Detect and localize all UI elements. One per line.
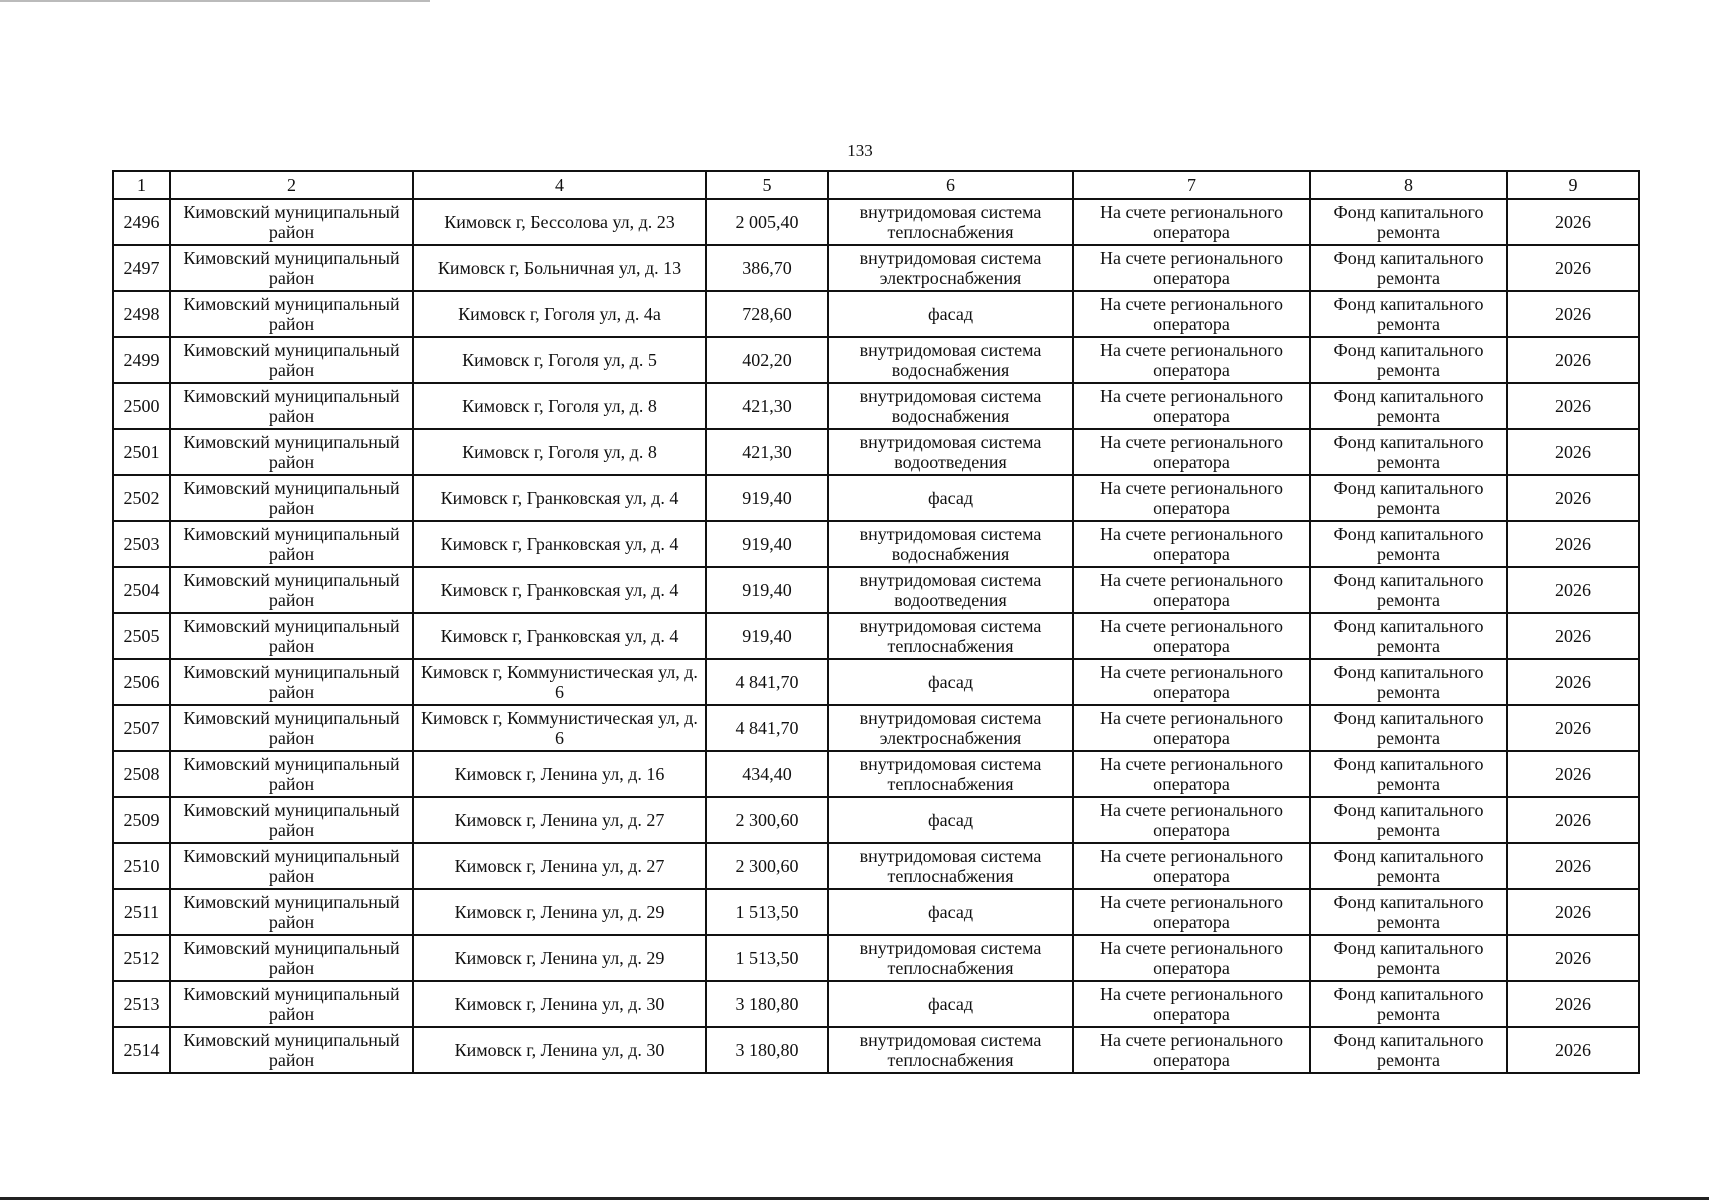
- address-cell: Кимовск г, Гранковская ул, д. 4: [413, 475, 706, 521]
- address-cell: Кимовск г, Гоголя ул, д. 8: [413, 429, 706, 475]
- funding-source-cell: Фонд капитального ремонта: [1310, 475, 1507, 521]
- row-number-cell: 2502: [113, 475, 170, 521]
- row-number-cell: 2503: [113, 521, 170, 567]
- area-cell: 919,40: [706, 521, 828, 567]
- district-cell: Кимовский муниципальный район: [170, 1027, 413, 1073]
- row-number-cell: 2505: [113, 613, 170, 659]
- fund-account-cell: На счете регионального оператора: [1073, 475, 1310, 521]
- area-cell: 434,40: [706, 751, 828, 797]
- address-cell: Кимовск г, Ленина ул, д. 29: [413, 935, 706, 981]
- district-cell: Кимовский муниципальный район: [170, 475, 413, 521]
- header-cell: 5: [706, 171, 828, 199]
- table-row: [113, 1027, 1639, 1073]
- row-number-cell: 2507: [113, 705, 170, 751]
- table-row: [113, 889, 1639, 935]
- funding-source-cell: Фонд капитального ремонта: [1310, 245, 1507, 291]
- address-cell: Кимовск г, Гоголя ул, д. 8: [413, 383, 706, 429]
- year-cell: 2026: [1507, 705, 1639, 751]
- row-number-cell: 2497: [113, 245, 170, 291]
- address-cell: Кимовск г, Коммунистическая ул, д. 6: [413, 659, 706, 705]
- year-cell: 2026: [1507, 751, 1639, 797]
- repair-element-cell: фасад: [828, 475, 1073, 521]
- address-cell: Кимовск г, Бессолова ул, д. 23: [413, 199, 706, 245]
- fund-account-cell: На счете регионального оператора: [1073, 567, 1310, 613]
- year-cell: 2026: [1507, 843, 1639, 889]
- header-cell: 9: [1507, 171, 1639, 199]
- area-cell: 1 513,50: [706, 935, 828, 981]
- fund-account-cell: На счете регионального оператора: [1073, 291, 1310, 337]
- repair-element-cell: внутридомовая система теплоснабжения: [828, 751, 1073, 797]
- area-cell: 3 180,80: [706, 1027, 828, 1073]
- row-number-cell: 2498: [113, 291, 170, 337]
- address-cell: Кимовск г, Ленина ул, д. 16: [413, 751, 706, 797]
- row-number-cell: 2504: [113, 567, 170, 613]
- address-cell: Кимовск г, Гранковская ул, д. 4: [413, 613, 706, 659]
- repair-element-cell: внутридомовая система теплоснабжения: [828, 613, 1073, 659]
- funding-source-cell: Фонд капитального ремонта: [1310, 889, 1507, 935]
- funding-source-cell: Фонд капитального ремонта: [1310, 429, 1507, 475]
- address-cell: Кимовск г, Гоголя ул, д. 4а: [413, 291, 706, 337]
- fund-account-cell: На счете регионального оператора: [1073, 383, 1310, 429]
- row-number-cell: 2500: [113, 383, 170, 429]
- district-cell: Кимовский муниципальный район: [170, 521, 413, 567]
- row-number-cell: 2508: [113, 751, 170, 797]
- address-cell: Кимовск г, Ленина ул, д. 27: [413, 797, 706, 843]
- area-cell: 421,30: [706, 429, 828, 475]
- area-cell: 421,30: [706, 383, 828, 429]
- header-cell: 2: [170, 171, 413, 199]
- funding-source-cell: Фонд капитального ремонта: [1310, 797, 1507, 843]
- repair-element-cell: фасад: [828, 797, 1073, 843]
- year-cell: 2026: [1507, 889, 1639, 935]
- district-cell: Кимовский муниципальный район: [170, 291, 413, 337]
- year-cell: 2026: [1507, 199, 1639, 245]
- district-cell: Кимовский муниципальный район: [170, 797, 413, 843]
- row-number-cell: 2514: [113, 1027, 170, 1073]
- header-cell: 4: [413, 171, 706, 199]
- table-row: [113, 705, 1639, 751]
- area-cell: 919,40: [706, 475, 828, 521]
- table-row: [113, 659, 1639, 705]
- row-number-cell: 2509: [113, 797, 170, 843]
- header-cell: 6: [828, 171, 1073, 199]
- district-cell: Кимовский муниципальный район: [170, 245, 413, 291]
- fund-account-cell: На счете регионального оператора: [1073, 705, 1310, 751]
- area-cell: 3 180,80: [706, 981, 828, 1027]
- funding-source-cell: Фонд капитального ремонта: [1310, 521, 1507, 567]
- area-cell: 4 841,70: [706, 659, 828, 705]
- year-cell: 2026: [1507, 383, 1639, 429]
- area-cell: 386,70: [706, 245, 828, 291]
- address-cell: Кимовск г, Гранковская ул, д. 4: [413, 567, 706, 613]
- area-cell: 2 005,40: [706, 199, 828, 245]
- year-cell: 2026: [1507, 1027, 1639, 1073]
- fund-account-cell: На счете регионального оператора: [1073, 613, 1310, 659]
- district-cell: Кимовский муниципальный район: [170, 613, 413, 659]
- fund-account-cell: На счете регионального оператора: [1073, 797, 1310, 843]
- repair-element-cell: фасад: [828, 291, 1073, 337]
- page-number: 133: [847, 141, 873, 160]
- year-cell: 2026: [1507, 475, 1639, 521]
- funding-source-cell: Фонд капитального ремонта: [1310, 659, 1507, 705]
- table-row: [113, 245, 1639, 291]
- fund-account-cell: На счете регионального оператора: [1073, 199, 1310, 245]
- repair-element-cell: внутридомовая система теплоснабжения: [828, 843, 1073, 889]
- fund-account-cell: На счете регионального оператора: [1073, 245, 1310, 291]
- year-cell: 2026: [1507, 935, 1639, 981]
- table-row: [113, 843, 1639, 889]
- district-cell: Кимовский муниципальный район: [170, 889, 413, 935]
- area-cell: 919,40: [706, 567, 828, 613]
- address-cell: Кимовск г, Коммунистическая ул, д. 6: [413, 705, 706, 751]
- table-row: [113, 751, 1639, 797]
- district-cell: Кимовский муниципальный район: [170, 843, 413, 889]
- area-cell: 1 513,50: [706, 889, 828, 935]
- row-number-cell: 2512: [113, 935, 170, 981]
- table-row: [113, 797, 1639, 843]
- table-row: [113, 981, 1639, 1027]
- fund-account-cell: На счете регионального оператора: [1073, 337, 1310, 383]
- fund-account-cell: На счете регионального оператора: [1073, 889, 1310, 935]
- district-cell: Кимовский муниципальный район: [170, 659, 413, 705]
- district-cell: Кимовский муниципальный район: [170, 981, 413, 1027]
- table-row: [113, 429, 1639, 475]
- table-row: [113, 475, 1639, 521]
- district-cell: Кимовский муниципальный район: [170, 383, 413, 429]
- funding-source-cell: Фонд капитального ремонта: [1310, 199, 1507, 245]
- repair-element-cell: внутридомовая система водоснабжения: [828, 383, 1073, 429]
- repair-element-cell: фасад: [828, 981, 1073, 1027]
- district-cell: Кимовский муниципальный район: [170, 705, 413, 751]
- year-cell: 2026: [1507, 567, 1639, 613]
- address-cell: Кимовск г, Ленина ул, д. 29: [413, 889, 706, 935]
- funding-source-cell: Фонд капитального ремонта: [1310, 1027, 1507, 1073]
- header-cell: 8: [1310, 171, 1507, 199]
- year-cell: 2026: [1507, 429, 1639, 475]
- table-row: [113, 521, 1639, 567]
- table-row: [113, 935, 1639, 981]
- district-cell: Кимовский муниципальный район: [170, 751, 413, 797]
- address-cell: Кимовск г, Ленина ул, д. 27: [413, 843, 706, 889]
- row-number-cell: 2510: [113, 843, 170, 889]
- row-number-cell: 2511: [113, 889, 170, 935]
- repair-element-cell: внутридомовая система электроснабжения: [828, 245, 1073, 291]
- address-cell: Кимовск г, Гоголя ул, д. 5: [413, 337, 706, 383]
- scan-top-edge: [0, 0, 430, 2]
- fund-account-cell: На счете регионального оператора: [1073, 935, 1310, 981]
- fund-account-cell: На счете регионального оператора: [1073, 981, 1310, 1027]
- address-cell: Кимовск г, Ленина ул, д. 30: [413, 1027, 706, 1073]
- table-row: [113, 567, 1639, 613]
- funding-source-cell: Фонд капитального ремонта: [1310, 981, 1507, 1027]
- repair-element-cell: фасад: [828, 659, 1073, 705]
- header-cell: 7: [1073, 171, 1310, 199]
- funding-source-cell: Фонд капитального ремонта: [1310, 291, 1507, 337]
- district-cell: Кимовский муниципальный район: [170, 429, 413, 475]
- funding-source-cell: Фонд капитального ремонта: [1310, 337, 1507, 383]
- area-cell: 2 300,60: [706, 797, 828, 843]
- repair-element-cell: внутридомовая система электроснабжения: [828, 705, 1073, 751]
- funding-source-cell: Фонд капитального ремонта: [1310, 613, 1507, 659]
- area-cell: 919,40: [706, 613, 828, 659]
- row-number-cell: 2499: [113, 337, 170, 383]
- repair-element-cell: внутридомовая система теплоснабжения: [828, 1027, 1073, 1073]
- district-cell: Кимовский муниципальный район: [170, 935, 413, 981]
- year-cell: 2026: [1507, 521, 1639, 567]
- district-cell: Кимовский муниципальный район: [170, 337, 413, 383]
- repair-element-cell: внутридомовая система водоотведения: [828, 429, 1073, 475]
- funding-source-cell: Фонд капитального ремонта: [1310, 705, 1507, 751]
- funding-source-cell: Фонд капитального ремонта: [1310, 843, 1507, 889]
- area-cell: 402,20: [706, 337, 828, 383]
- table-row: [113, 199, 1639, 245]
- address-cell: Кимовск г, Ленина ул, д. 30: [413, 981, 706, 1027]
- table-row: [113, 291, 1639, 337]
- address-cell: Кимовск г, Больничная ул, д. 13: [413, 245, 706, 291]
- year-cell: 2026: [1507, 291, 1639, 337]
- repair-element-cell: внутридомовая система водоснабжения: [828, 337, 1073, 383]
- year-cell: 2026: [1507, 337, 1639, 383]
- fund-account-cell: На счете регионального оператора: [1073, 429, 1310, 475]
- year-cell: 2026: [1507, 613, 1639, 659]
- funding-source-cell: Фонд капитального ремонта: [1310, 383, 1507, 429]
- header-row: [113, 171, 1639, 199]
- row-number-cell: 2501: [113, 429, 170, 475]
- table-row: [113, 383, 1639, 429]
- table-row: [113, 613, 1639, 659]
- row-number-cell: 2506: [113, 659, 170, 705]
- row-number-cell: 2513: [113, 981, 170, 1027]
- repair-element-cell: внутридомовая система водоснабжения: [828, 521, 1073, 567]
- repair-element-cell: фасад: [828, 889, 1073, 935]
- fund-account-cell: На счете регионального оператора: [1073, 521, 1310, 567]
- year-cell: 2026: [1507, 981, 1639, 1027]
- fund-account-cell: На счете регионального оператора: [1073, 751, 1310, 797]
- year-cell: 2026: [1507, 797, 1639, 843]
- address-cell: Кимовск г, Гранковская ул, д. 4: [413, 521, 706, 567]
- funding-source-cell: Фонд капитального ремонта: [1310, 751, 1507, 797]
- repair-element-cell: внутридомовая система водоотведения: [828, 567, 1073, 613]
- area-cell: 728,60: [706, 291, 828, 337]
- area-cell: 2 300,60: [706, 843, 828, 889]
- funding-source-cell: Фонд капитального ремонта: [1310, 567, 1507, 613]
- row-number-cell: 2496: [113, 199, 170, 245]
- header-cell: 1: [113, 171, 170, 199]
- district-cell: Кимовский муниципальный район: [170, 567, 413, 613]
- repair-element-cell: внутридомовая система теплоснабжения: [828, 199, 1073, 245]
- district-cell: Кимовский муниципальный район: [170, 199, 413, 245]
- fund-account-cell: На счете регионального оператора: [1073, 1027, 1310, 1073]
- repair-element-cell: внутридомовая система теплоснабжения: [828, 935, 1073, 981]
- funding-source-cell: Фонд капитального ремонта: [1310, 935, 1507, 981]
- area-cell: 4 841,70: [706, 705, 828, 751]
- capital-repair-table: [112, 170, 1640, 1074]
- year-cell: 2026: [1507, 659, 1639, 705]
- year-cell: 2026: [1507, 245, 1639, 291]
- fund-account-cell: На счете регионального оператора: [1073, 843, 1310, 889]
- fund-account-cell: На счете регионального оператора: [1073, 659, 1310, 705]
- table-row: [113, 337, 1639, 383]
